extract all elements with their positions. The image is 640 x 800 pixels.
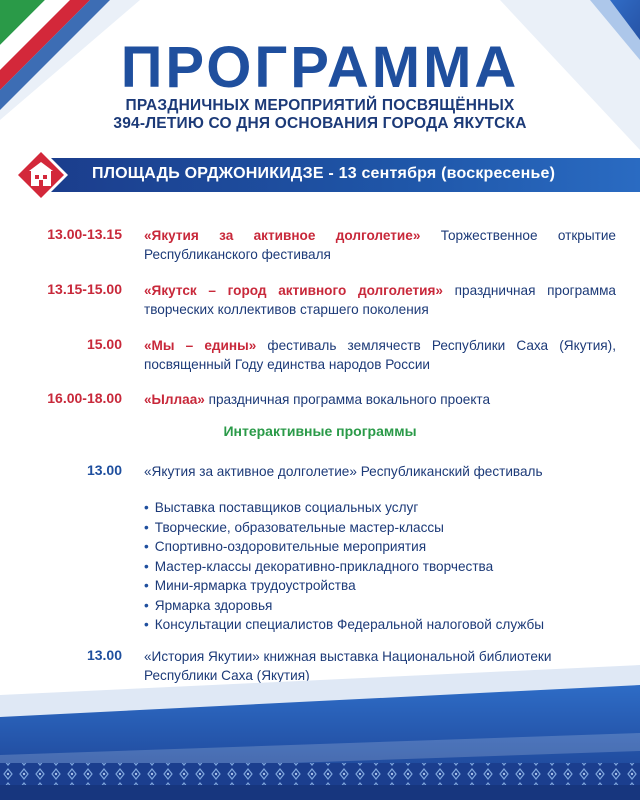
event-text: праздничная программа вокального проекта [204,392,491,407]
event-text: фестиваль землячеств Республики Саха (Якутия), посвященный Году единства народов России [144,338,616,372]
list-item: • Ярмарка здоровья [144,596,624,616]
event-highlight: «Якутск – город активного долголетия» [144,283,443,298]
event-time: 13.00 [86,462,122,478]
list-item: • Мини-ярмарка трудоустройства [144,576,624,596]
list-item: • Спортивно-оздоровительные мероприятия [144,537,624,557]
list-item: • Мастер-классы декоративно-прикладного творчества [144,557,624,577]
event-highlight: «Мы – едины» [144,338,257,353]
subtitle-line-1: ПРАЗДНИЧНЫХ МЕРОПРИЯТИЙ ПОСВЯЩЁННЫХ [125,97,515,114]
event-time: 13.15-15.00 [47,281,122,297]
list-item: • Консультации специалистов Федеральной налоговой службы [144,615,624,635]
event-text: Торжественное открытие Республиканского фестиваля [144,228,616,262]
event-time: 13.00 [86,647,122,663]
event-time: 13.00-13.15 [47,226,122,242]
page-title: ПРОГРАММА [120,35,520,100]
subtitle-line-2: 394-ЛЕТИЮ СО ДНЯ ОСНОВАНИЯ ГОРОДА ЯКУТСКА [113,115,527,132]
event-highlight: «Якутия за активное долголетие» [144,228,421,243]
event-time: 16.00-18.00 [47,390,122,406]
event-text: праздничная программа творческих коллективов старшего поколения [144,283,616,317]
list-item: • Выставка поставщиков социальных услуг [144,498,624,518]
event-text: «Якутия за активное долголетие» Республиканский фестиваль [144,464,543,479]
footer-background [0,655,640,800]
building-icon [12,146,70,204]
list-item: • Творческие, образовательные мастер-классы [144,518,624,538]
event-description [144,226,616,264]
section-title-text: Интерактивные программы [223,423,417,439]
venue-text: ПЛОЩАДЬ ОРДЖОНИКИДЗЕ - 13 сентября (воскресенье) [92,165,556,182]
event-text: «История Якутии» книжная выставка Национальной библиотеки Республики Саха (Якутия) [144,649,552,683]
event-description [144,390,616,409]
section-title [0,423,640,439]
event-description [144,281,616,319]
bullet-list [144,498,624,635]
event-description [144,336,616,374]
event-time: 15.00 [86,336,122,352]
event-highlight: «Ыллаа» [144,392,205,407]
